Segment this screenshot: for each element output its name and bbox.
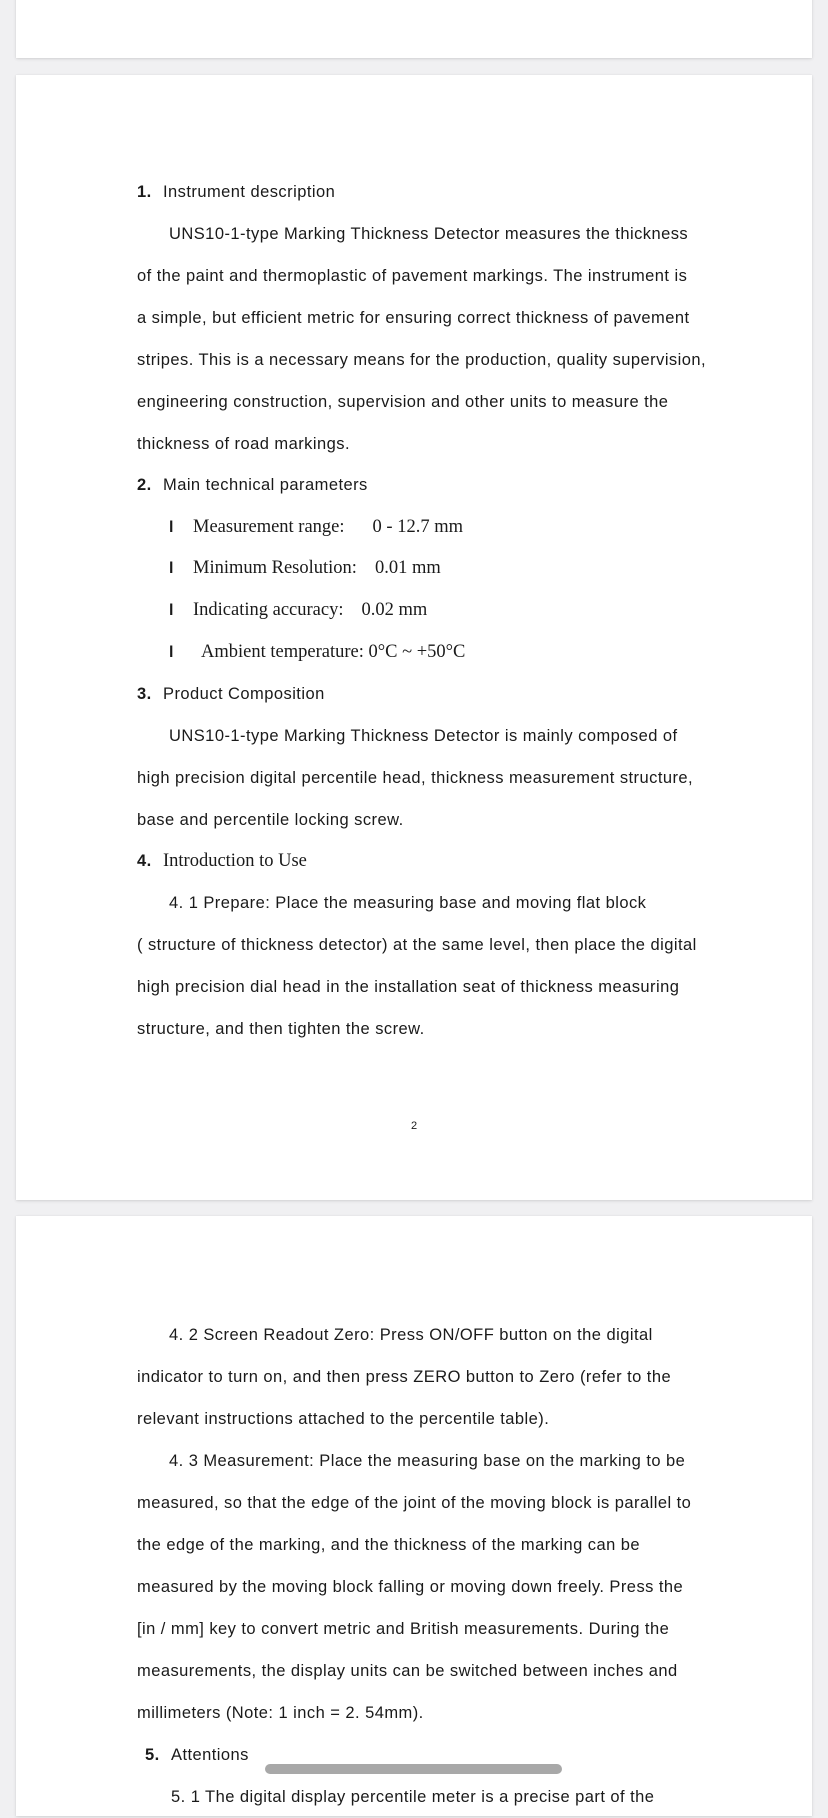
paragraph-line: stripes. This is a necessary means for the production, quality supervision, (137, 351, 707, 369)
section-number: 3. (137, 685, 152, 703)
paragraph-line: of the paint and thermoplastic of pavement markings. The instrument is (137, 267, 688, 285)
paragraph-line: 5. 1 The digital display percentile meter is a precise part of the (171, 1788, 655, 1806)
parameter-item (169, 547, 749, 590)
document-page-2 (16, 75, 812, 1200)
paragraph-line: 4. 2 Screen Readout Zero: Press ON/OFF button on the digital (169, 1326, 653, 1344)
paragraph-line: 4. 3 Measurement: Place the measuring base on the marking to be (169, 1452, 686, 1470)
paragraph-line: relevant instructions attached to the percentile table). (137, 1410, 550, 1428)
page-number: 2 (410, 1120, 418, 1132)
bullet-icon: l (169, 644, 174, 661)
parameter-item (169, 506, 749, 549)
section-number: 5. (145, 1746, 160, 1764)
document-page-1 (16, 0, 812, 58)
paragraph-line: a simple, but efficient metric for ensuring correct thickness of pavement (137, 309, 690, 327)
parameter-item (169, 589, 749, 632)
paragraph-line: indicator to turn on, and then press ZERO button to Zero (refer to the (137, 1368, 672, 1386)
bullet-icon: l (169, 560, 174, 577)
section-title: Introduction to Use (163, 851, 307, 871)
parameter-label: Indicating accuracy: (193, 600, 344, 620)
parameter-label: Measurement range: (193, 517, 345, 537)
paragraph-line: structure, and then tighten the screw. (137, 1020, 425, 1038)
section-2-heading (137, 464, 717, 506)
paragraph-line: [in / mm] key to convert metric and British measurements. During the (137, 1620, 670, 1638)
section-title: Main technical parameters (163, 476, 368, 494)
section-number: 4. (137, 852, 152, 870)
paragraph-line: high precision digital percentile head, thickness measurement structure, (137, 769, 694, 787)
parameter-label: Ambient temperature: (201, 642, 364, 662)
section-1-heading (137, 171, 717, 213)
section-3-heading (137, 673, 717, 715)
parameter-item (169, 631, 749, 674)
section-title: Product Composition (163, 685, 325, 703)
section-number: 2. (137, 476, 152, 494)
document-page-3 (16, 1216, 812, 1816)
paragraph-line: UNS10-1-type Marking Thickness Detector is mainly composed of (169, 727, 678, 745)
paragraph-line: measured, so that the edge of the joint of the moving block is parallel to (137, 1494, 692, 1512)
paragraph-line: millimeters (Note: 1 inch = 2. 54mm). (137, 1704, 424, 1722)
paragraph-line: UNS10-1-type Marking Thickness Detector measures the thickness (169, 225, 689, 243)
bullet-icon: l (169, 519, 174, 536)
parameter-value: 0.01 mm (374, 558, 441, 578)
parameter-value: 0.02 mm (361, 600, 428, 620)
parameter-value: 0 - 12.7 mm (372, 517, 463, 537)
paragraph-line: base and percentile locking screw. (137, 811, 404, 829)
bullet-icon: l (169, 602, 174, 619)
paragraph-line: measurements, the display units can be switched between inches and (137, 1662, 678, 1680)
paragraph-line: measured by the moving block falling or moving down freely. Press the (137, 1578, 684, 1596)
paragraph-line: high precision dial head in the installation seat of thickness measuring (137, 978, 680, 996)
section-title: Instrument description (163, 183, 336, 201)
parameter-value: 0°C ~ +50°C (368, 642, 466, 662)
section-number: 1. (137, 183, 152, 201)
section-title: Attentions (171, 1746, 249, 1764)
home-indicator[interactable] (265, 1764, 562, 1774)
paragraph-line: thickness of road markings. (137, 435, 350, 453)
paragraph-line: ( structure of thickness detector) at the same level, then place the digital (137, 936, 697, 954)
paragraph-line: 4. 1 Prepare: Place the measuring base and moving flat block (169, 894, 647, 912)
section-4-heading (137, 840, 717, 882)
paragraph-line: engineering construction, supervision and other units to measure the (137, 393, 669, 411)
paragraph-line: the edge of the marking, and the thickness of the marking can be (137, 1536, 641, 1554)
parameter-label: Minimum Resolution: (193, 558, 357, 578)
